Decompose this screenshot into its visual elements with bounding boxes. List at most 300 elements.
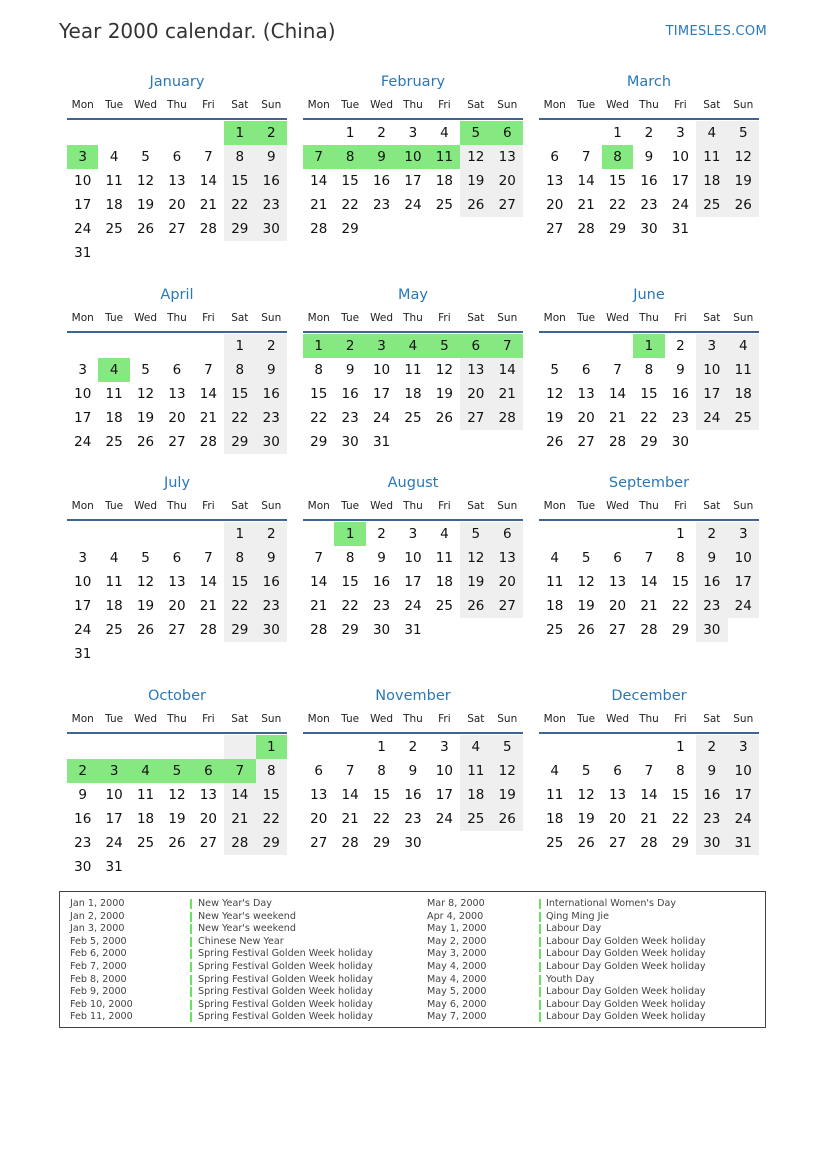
day-cell: 31 bbox=[74, 646, 92, 662]
holiday-name: Qing Ming Jie bbox=[546, 910, 609, 922]
day-cell: 17 bbox=[74, 598, 92, 614]
day-cell: 30 bbox=[256, 217, 287, 241]
holiday-legend bbox=[59, 891, 766, 1028]
day-cell: 13 bbox=[492, 145, 523, 169]
empty-day-cell bbox=[539, 522, 570, 546]
day-cell: 20 bbox=[608, 598, 627, 614]
day-cell: 10 bbox=[372, 362, 391, 378]
day-cell: 20 bbox=[310, 811, 328, 827]
empty-day-cell bbox=[130, 735, 161, 759]
day-cell: 29 bbox=[224, 217, 255, 241]
holiday-row bbox=[427, 911, 757, 924]
day-cell: 3 bbox=[728, 522, 759, 546]
day-cell: 18 bbox=[404, 386, 422, 402]
empty-day-cell bbox=[193, 522, 224, 546]
day-cell: 11 bbox=[435, 550, 453, 566]
weekday-label: Sun bbox=[497, 312, 518, 324]
empty-day-cell bbox=[602, 334, 633, 358]
holiday-date: Feb 7, 2000 bbox=[70, 960, 127, 972]
day-cell: 18 bbox=[546, 598, 564, 614]
day-cell: 12 bbox=[546, 386, 564, 402]
day-grid bbox=[539, 121, 759, 241]
day-cell: 12 bbox=[136, 173, 155, 189]
month-april bbox=[67, 285, 287, 454]
day-cell: 23 bbox=[256, 406, 287, 430]
weekday-label: Fri bbox=[674, 312, 687, 324]
day-cell: 7 bbox=[644, 550, 654, 566]
day-cell: 11 bbox=[105, 386, 123, 402]
day-cell: 5 bbox=[581, 763, 591, 779]
day-cell: 2 bbox=[377, 125, 386, 141]
holiday-day-cell: 1 bbox=[633, 334, 664, 358]
day-cell: 28 bbox=[341, 835, 359, 851]
day-cell: 27 bbox=[168, 221, 186, 237]
day-cell: 21 bbox=[199, 598, 217, 614]
day-cell: 22 bbox=[256, 807, 287, 831]
holiday-row bbox=[427, 986, 757, 999]
weekday-label: Mon bbox=[543, 713, 566, 725]
day-cell: 14 bbox=[199, 173, 217, 189]
day-cell: 11 bbox=[696, 145, 727, 169]
weekday-label: Mon bbox=[307, 99, 330, 111]
day-cell: 18 bbox=[546, 811, 564, 827]
month-title: December bbox=[611, 688, 687, 704]
day-cell: 31 bbox=[74, 245, 92, 261]
day-cell: 14 bbox=[310, 574, 328, 590]
holiday-name: Labour Day Golden Week holiday bbox=[546, 948, 706, 960]
holiday-list-right bbox=[427, 898, 757, 1024]
day-cell: 15 bbox=[256, 783, 287, 807]
holiday-day-cell: 10 bbox=[397, 145, 428, 169]
holiday-marker bbox=[539, 1000, 541, 1010]
empty-day-cell bbox=[539, 121, 570, 145]
holiday-date: Feb 11, 2000 bbox=[70, 1011, 133, 1023]
day-cell: 9 bbox=[256, 145, 287, 169]
day-grid bbox=[67, 121, 287, 265]
month-june bbox=[539, 285, 759, 454]
day-cell: 31 bbox=[105, 859, 123, 875]
holiday-name: New Year's Day bbox=[198, 898, 272, 909]
holiday-row bbox=[70, 999, 410, 1012]
holiday-row bbox=[70, 1011, 410, 1024]
day-cell: 18 bbox=[435, 173, 453, 189]
weekday-label: Sat bbox=[703, 500, 721, 512]
day-cell: 15 bbox=[341, 173, 359, 189]
day-cell: 10 bbox=[671, 149, 689, 165]
day-cell: 27 bbox=[608, 622, 627, 638]
holiday-day-cell: 1 bbox=[224, 121, 255, 145]
day-cell: 10 bbox=[74, 173, 92, 189]
day-cell: 17 bbox=[404, 574, 422, 590]
day-cell: 24 bbox=[404, 598, 422, 614]
day-cell: 23 bbox=[74, 835, 92, 851]
day-cell: 18 bbox=[105, 197, 123, 213]
day-cell: 16 bbox=[341, 386, 359, 402]
day-cell: 4 bbox=[460, 735, 491, 759]
day-cell: 31 bbox=[671, 221, 689, 237]
empty-day-cell bbox=[193, 334, 224, 358]
weekday-header bbox=[539, 98, 759, 120]
weekday-label: Sun bbox=[261, 500, 282, 512]
weekday-label: Thu bbox=[639, 99, 659, 111]
holiday-day-cell: 11 bbox=[429, 145, 460, 169]
day-cell: 23 bbox=[696, 807, 727, 831]
holiday-name: Labour Day Golden Week holiday bbox=[546, 1011, 706, 1023]
day-cell: 25 bbox=[105, 434, 123, 450]
day-cell: 27 bbox=[492, 193, 523, 217]
month-december bbox=[539, 686, 759, 855]
day-cell: 27 bbox=[492, 594, 523, 618]
day-cell: 16 bbox=[640, 173, 658, 189]
day-cell: 11 bbox=[136, 787, 155, 803]
day-cell: 3 bbox=[440, 739, 449, 755]
day-cell: 2 bbox=[696, 522, 727, 546]
day-cell: 26 bbox=[136, 434, 155, 450]
day-cell: 4 bbox=[728, 334, 759, 358]
day-cell: 24 bbox=[372, 410, 391, 426]
weekday-label: Tue bbox=[105, 99, 124, 111]
empty-day-cell bbox=[161, 121, 192, 145]
day-cell: 30 bbox=[256, 430, 287, 454]
month-november bbox=[303, 686, 523, 855]
weekday-label: Thu bbox=[167, 500, 187, 512]
brand-link[interactable]: TIMESLES.COM bbox=[665, 24, 767, 39]
holiday-row bbox=[70, 986, 410, 999]
day-cell: 21 bbox=[199, 197, 217, 213]
day-cell: 17 bbox=[74, 197, 92, 213]
day-cell: 28 bbox=[577, 221, 595, 237]
day-cell: 6 bbox=[172, 550, 182, 566]
day-cell: 24 bbox=[404, 197, 422, 213]
holiday-day-cell: 1 bbox=[256, 735, 287, 759]
holiday-date: Feb 8, 2000 bbox=[70, 973, 127, 985]
weekday-label: Sat bbox=[231, 713, 249, 725]
day-cell: 19 bbox=[136, 410, 155, 426]
day-cell: 22 bbox=[224, 594, 255, 618]
day-cell: 17 bbox=[671, 173, 689, 189]
day-cell: 19 bbox=[577, 598, 595, 614]
day-cell: 12 bbox=[136, 386, 155, 402]
holiday-marker bbox=[539, 987, 541, 997]
weekday-label: Wed bbox=[370, 713, 393, 725]
holiday-day-cell: 4 bbox=[130, 759, 161, 783]
weekday-label: Mon bbox=[543, 99, 566, 111]
weekday-label: Wed bbox=[606, 99, 629, 111]
day-cell: 15 bbox=[608, 173, 627, 189]
day-cell: 19 bbox=[136, 197, 155, 213]
day-cell: 14 bbox=[199, 574, 217, 590]
day-cell: 6 bbox=[613, 763, 622, 779]
day-cell: 22 bbox=[671, 811, 689, 827]
month-march bbox=[539, 72, 759, 241]
empty-day-cell bbox=[303, 735, 334, 759]
holiday-list-left bbox=[70, 898, 410, 1024]
holiday-name: New Year's weekend bbox=[198, 923, 296, 935]
day-cell: 6 bbox=[581, 362, 591, 378]
day-cell: 19 bbox=[168, 811, 186, 827]
holiday-day-cell: 3 bbox=[98, 759, 129, 783]
day-cell: 13 bbox=[460, 358, 491, 382]
weekday-label: Tue bbox=[341, 99, 360, 111]
empty-day-cell bbox=[570, 334, 601, 358]
day-cell: 11 bbox=[728, 358, 759, 382]
weekday-label: Sun bbox=[733, 713, 754, 725]
day-cell: 9 bbox=[345, 362, 355, 378]
empty-day-cell bbox=[161, 735, 192, 759]
holiday-name: Labour Day Golden Week holiday bbox=[546, 998, 706, 1010]
holiday-row bbox=[70, 923, 410, 936]
day-cell: 28 bbox=[310, 221, 328, 237]
holiday-date: Apr 4, 2000 bbox=[427, 910, 484, 922]
day-cell: 3 bbox=[408, 526, 418, 542]
holiday-date: Mar 8, 2000 bbox=[427, 898, 485, 909]
day-cell: 22 bbox=[640, 410, 658, 426]
weekday-label: Fri bbox=[674, 500, 687, 512]
month-title: May bbox=[398, 287, 428, 303]
weekday-header bbox=[539, 499, 759, 521]
day-cell: 29 bbox=[671, 835, 689, 851]
holiday-marker bbox=[539, 899, 541, 909]
weekday-label: Sat bbox=[467, 500, 485, 512]
day-cell: 21 bbox=[310, 197, 328, 213]
holiday-day-cell: 2 bbox=[67, 759, 98, 783]
day-cell: 16 bbox=[696, 570, 727, 594]
day-cell: 22 bbox=[671, 598, 689, 614]
holiday-date: Feb 5, 2000 bbox=[70, 935, 127, 947]
day-cell: 28 bbox=[199, 434, 217, 450]
day-cell: 20 bbox=[168, 197, 186, 213]
day-cell: 9 bbox=[676, 362, 685, 378]
holiday-date: May 4, 2000 bbox=[427, 960, 487, 972]
day-cell: 8 bbox=[345, 550, 355, 566]
day-cell: 24 bbox=[105, 835, 123, 851]
day-cell: 29 bbox=[224, 618, 255, 642]
day-cell: 29 bbox=[310, 434, 328, 450]
day-cell: 23 bbox=[372, 598, 391, 614]
day-grid bbox=[303, 334, 523, 454]
empty-day-cell bbox=[67, 735, 98, 759]
day-cell: 3 bbox=[78, 550, 87, 566]
weekday-label: Mon bbox=[71, 312, 94, 324]
month-title: September bbox=[608, 475, 690, 491]
day-cell: 10 bbox=[74, 386, 92, 402]
day-cell: 2 bbox=[408, 739, 418, 755]
day-cell: 16 bbox=[256, 570, 287, 594]
holiday-day-cell: 6 bbox=[492, 121, 523, 145]
holiday-row bbox=[70, 961, 410, 974]
day-cell: 27 bbox=[199, 835, 217, 851]
holiday-day-cell: 6 bbox=[193, 759, 224, 783]
day-cell: 28 bbox=[608, 434, 627, 450]
day-cell: 13 bbox=[608, 787, 627, 803]
empty-day-cell bbox=[161, 522, 192, 546]
day-cell: 12 bbox=[460, 145, 491, 169]
holiday-name: Labour Day Golden Week holiday bbox=[546, 986, 706, 998]
day-cell: 16 bbox=[404, 787, 422, 803]
day-cell: 8 bbox=[676, 550, 685, 566]
day-grid bbox=[67, 735, 287, 879]
month-title: July bbox=[163, 475, 191, 491]
holiday-day-cell: 2 bbox=[334, 334, 365, 358]
day-cell: 18 bbox=[696, 169, 727, 193]
day-cell: 1 bbox=[224, 522, 255, 546]
day-cell: 13 bbox=[577, 386, 595, 402]
day-cell: 19 bbox=[728, 169, 759, 193]
empty-day-cell bbox=[193, 735, 224, 759]
day-cell: 16 bbox=[372, 173, 391, 189]
day-cell: 23 bbox=[404, 811, 422, 827]
month-january bbox=[67, 72, 287, 265]
day-cell: 2 bbox=[676, 338, 685, 354]
weekday-label: Tue bbox=[105, 312, 124, 324]
month-title: April bbox=[160, 287, 194, 303]
day-cell: 8 bbox=[676, 763, 685, 779]
empty-day-cell bbox=[161, 334, 192, 358]
day-cell: 28 bbox=[310, 622, 328, 638]
day-cell: 11 bbox=[404, 362, 422, 378]
weekday-label: Fri bbox=[202, 500, 215, 512]
day-cell: 13 bbox=[168, 574, 186, 590]
empty-day-cell bbox=[98, 522, 129, 546]
holiday-day-cell: 7 bbox=[492, 334, 523, 358]
weekday-label: Wed bbox=[134, 713, 157, 725]
day-cell: 23 bbox=[671, 410, 689, 426]
day-cell: 5 bbox=[581, 550, 591, 566]
day-cell: 20 bbox=[460, 382, 491, 406]
day-cell: 7 bbox=[204, 149, 213, 165]
day-cell: 22 bbox=[224, 193, 255, 217]
day-cell: 11 bbox=[105, 173, 123, 189]
weekday-header bbox=[303, 712, 523, 734]
day-cell: 4 bbox=[440, 526, 449, 542]
holiday-date: Jan 2, 2000 bbox=[70, 910, 125, 922]
holiday-name: Spring Festival Golden Week holiday bbox=[198, 1011, 373, 1023]
day-cell: 5 bbox=[141, 550, 150, 566]
day-cell: 26 bbox=[460, 193, 491, 217]
day-cell: 8 bbox=[644, 362, 654, 378]
day-cell: 27 bbox=[608, 835, 627, 851]
day-cell: 4 bbox=[109, 550, 119, 566]
day-cell: 23 bbox=[372, 197, 391, 213]
weekday-label: Mon bbox=[71, 500, 94, 512]
empty-day-cell bbox=[570, 121, 601, 145]
day-cell: 25 bbox=[696, 193, 727, 217]
day-cell: 22 bbox=[372, 811, 391, 827]
day-cell: 5 bbox=[550, 362, 559, 378]
holiday-row bbox=[70, 936, 410, 949]
day-cell: 4 bbox=[550, 763, 559, 779]
holiday-day-cell: 4 bbox=[98, 358, 129, 382]
day-cell: 13 bbox=[546, 173, 564, 189]
empty-day-cell bbox=[334, 735, 365, 759]
day-cell: 10 bbox=[696, 358, 727, 382]
day-cell: 14 bbox=[577, 173, 595, 189]
holiday-day-cell: 1 bbox=[334, 522, 365, 546]
weekday-label: Fri bbox=[202, 312, 215, 324]
day-cell: 2 bbox=[256, 334, 287, 358]
month-title: October bbox=[147, 688, 207, 704]
holiday-name: Labour Day bbox=[546, 923, 602, 935]
day-grid bbox=[67, 334, 287, 454]
weekday-label: Sat bbox=[703, 99, 721, 111]
day-cell: 9 bbox=[696, 759, 727, 783]
holiday-row bbox=[427, 898, 757, 911]
day-cell: 25 bbox=[105, 221, 123, 237]
day-cell: 9 bbox=[696, 546, 727, 570]
holiday-marker bbox=[190, 975, 192, 985]
day-cell: 2 bbox=[696, 735, 727, 759]
day-cell: 3 bbox=[408, 125, 418, 141]
day-cell: 26 bbox=[728, 193, 759, 217]
day-cell: 14 bbox=[640, 574, 658, 590]
day-cell: 8 bbox=[224, 358, 255, 382]
holiday-date: May 1, 2000 bbox=[427, 923, 487, 935]
holiday-name: Labour Day Golden Week holiday bbox=[546, 960, 706, 972]
day-cell: 25 bbox=[136, 835, 155, 851]
day-cell: 20 bbox=[168, 410, 186, 426]
day-cell: 15 bbox=[341, 574, 359, 590]
day-cell: 14 bbox=[224, 783, 255, 807]
holiday-name: Chinese New Year bbox=[198, 935, 284, 947]
day-cell: 11 bbox=[546, 574, 564, 590]
day-cell: 21 bbox=[640, 811, 658, 827]
day-cell: 13 bbox=[168, 386, 186, 402]
day-cell: 30 bbox=[372, 622, 391, 638]
day-cell: 14 bbox=[492, 358, 523, 382]
day-cell: 25 bbox=[546, 622, 564, 638]
empty-day-cell bbox=[602, 522, 633, 546]
day-cell: 19 bbox=[460, 169, 491, 193]
holiday-date: Feb 9, 2000 bbox=[70, 986, 127, 998]
day-cell: 21 bbox=[341, 811, 359, 827]
day-cell: 23 bbox=[696, 594, 727, 618]
day-cell: 28 bbox=[640, 622, 658, 638]
day-cell: 6 bbox=[172, 149, 182, 165]
month-title: February bbox=[380, 74, 446, 90]
holiday-marker bbox=[190, 962, 192, 972]
weekday-label: Wed bbox=[606, 713, 629, 725]
empty-day-cell bbox=[633, 735, 664, 759]
holiday-row bbox=[70, 911, 410, 924]
day-cell: 15 bbox=[671, 574, 689, 590]
day-cell: 10 bbox=[435, 763, 453, 779]
day-cell: 24 bbox=[696, 406, 727, 430]
holiday-row bbox=[70, 898, 410, 911]
day-cell: 18 bbox=[105, 598, 123, 614]
weekday-label: Mon bbox=[543, 500, 566, 512]
day-cell: 13 bbox=[492, 546, 523, 570]
holiday-name: International Women's Day bbox=[546, 898, 677, 909]
weekday-label: Wed bbox=[606, 312, 629, 324]
holiday-name: New Year's weekend bbox=[198, 910, 296, 922]
day-cell: 29 bbox=[256, 831, 287, 855]
day-grid bbox=[539, 334, 759, 454]
weekday-label: Sun bbox=[733, 500, 754, 512]
day-cell: 30 bbox=[671, 434, 689, 450]
weekday-label: Thu bbox=[167, 713, 187, 725]
month-october bbox=[67, 686, 287, 879]
weekday-label: Wed bbox=[370, 312, 393, 324]
day-cell: 17 bbox=[728, 783, 759, 807]
month-title: November bbox=[375, 688, 451, 704]
empty-day-cell bbox=[130, 334, 161, 358]
weekday-label: Thu bbox=[403, 99, 423, 111]
weekday-header bbox=[67, 311, 287, 333]
day-cell: 12 bbox=[492, 759, 523, 783]
day-cell: 9 bbox=[408, 763, 418, 779]
holiday-name: Spring Festival Golden Week holiday bbox=[198, 998, 373, 1010]
day-cell: 1 bbox=[377, 739, 386, 755]
